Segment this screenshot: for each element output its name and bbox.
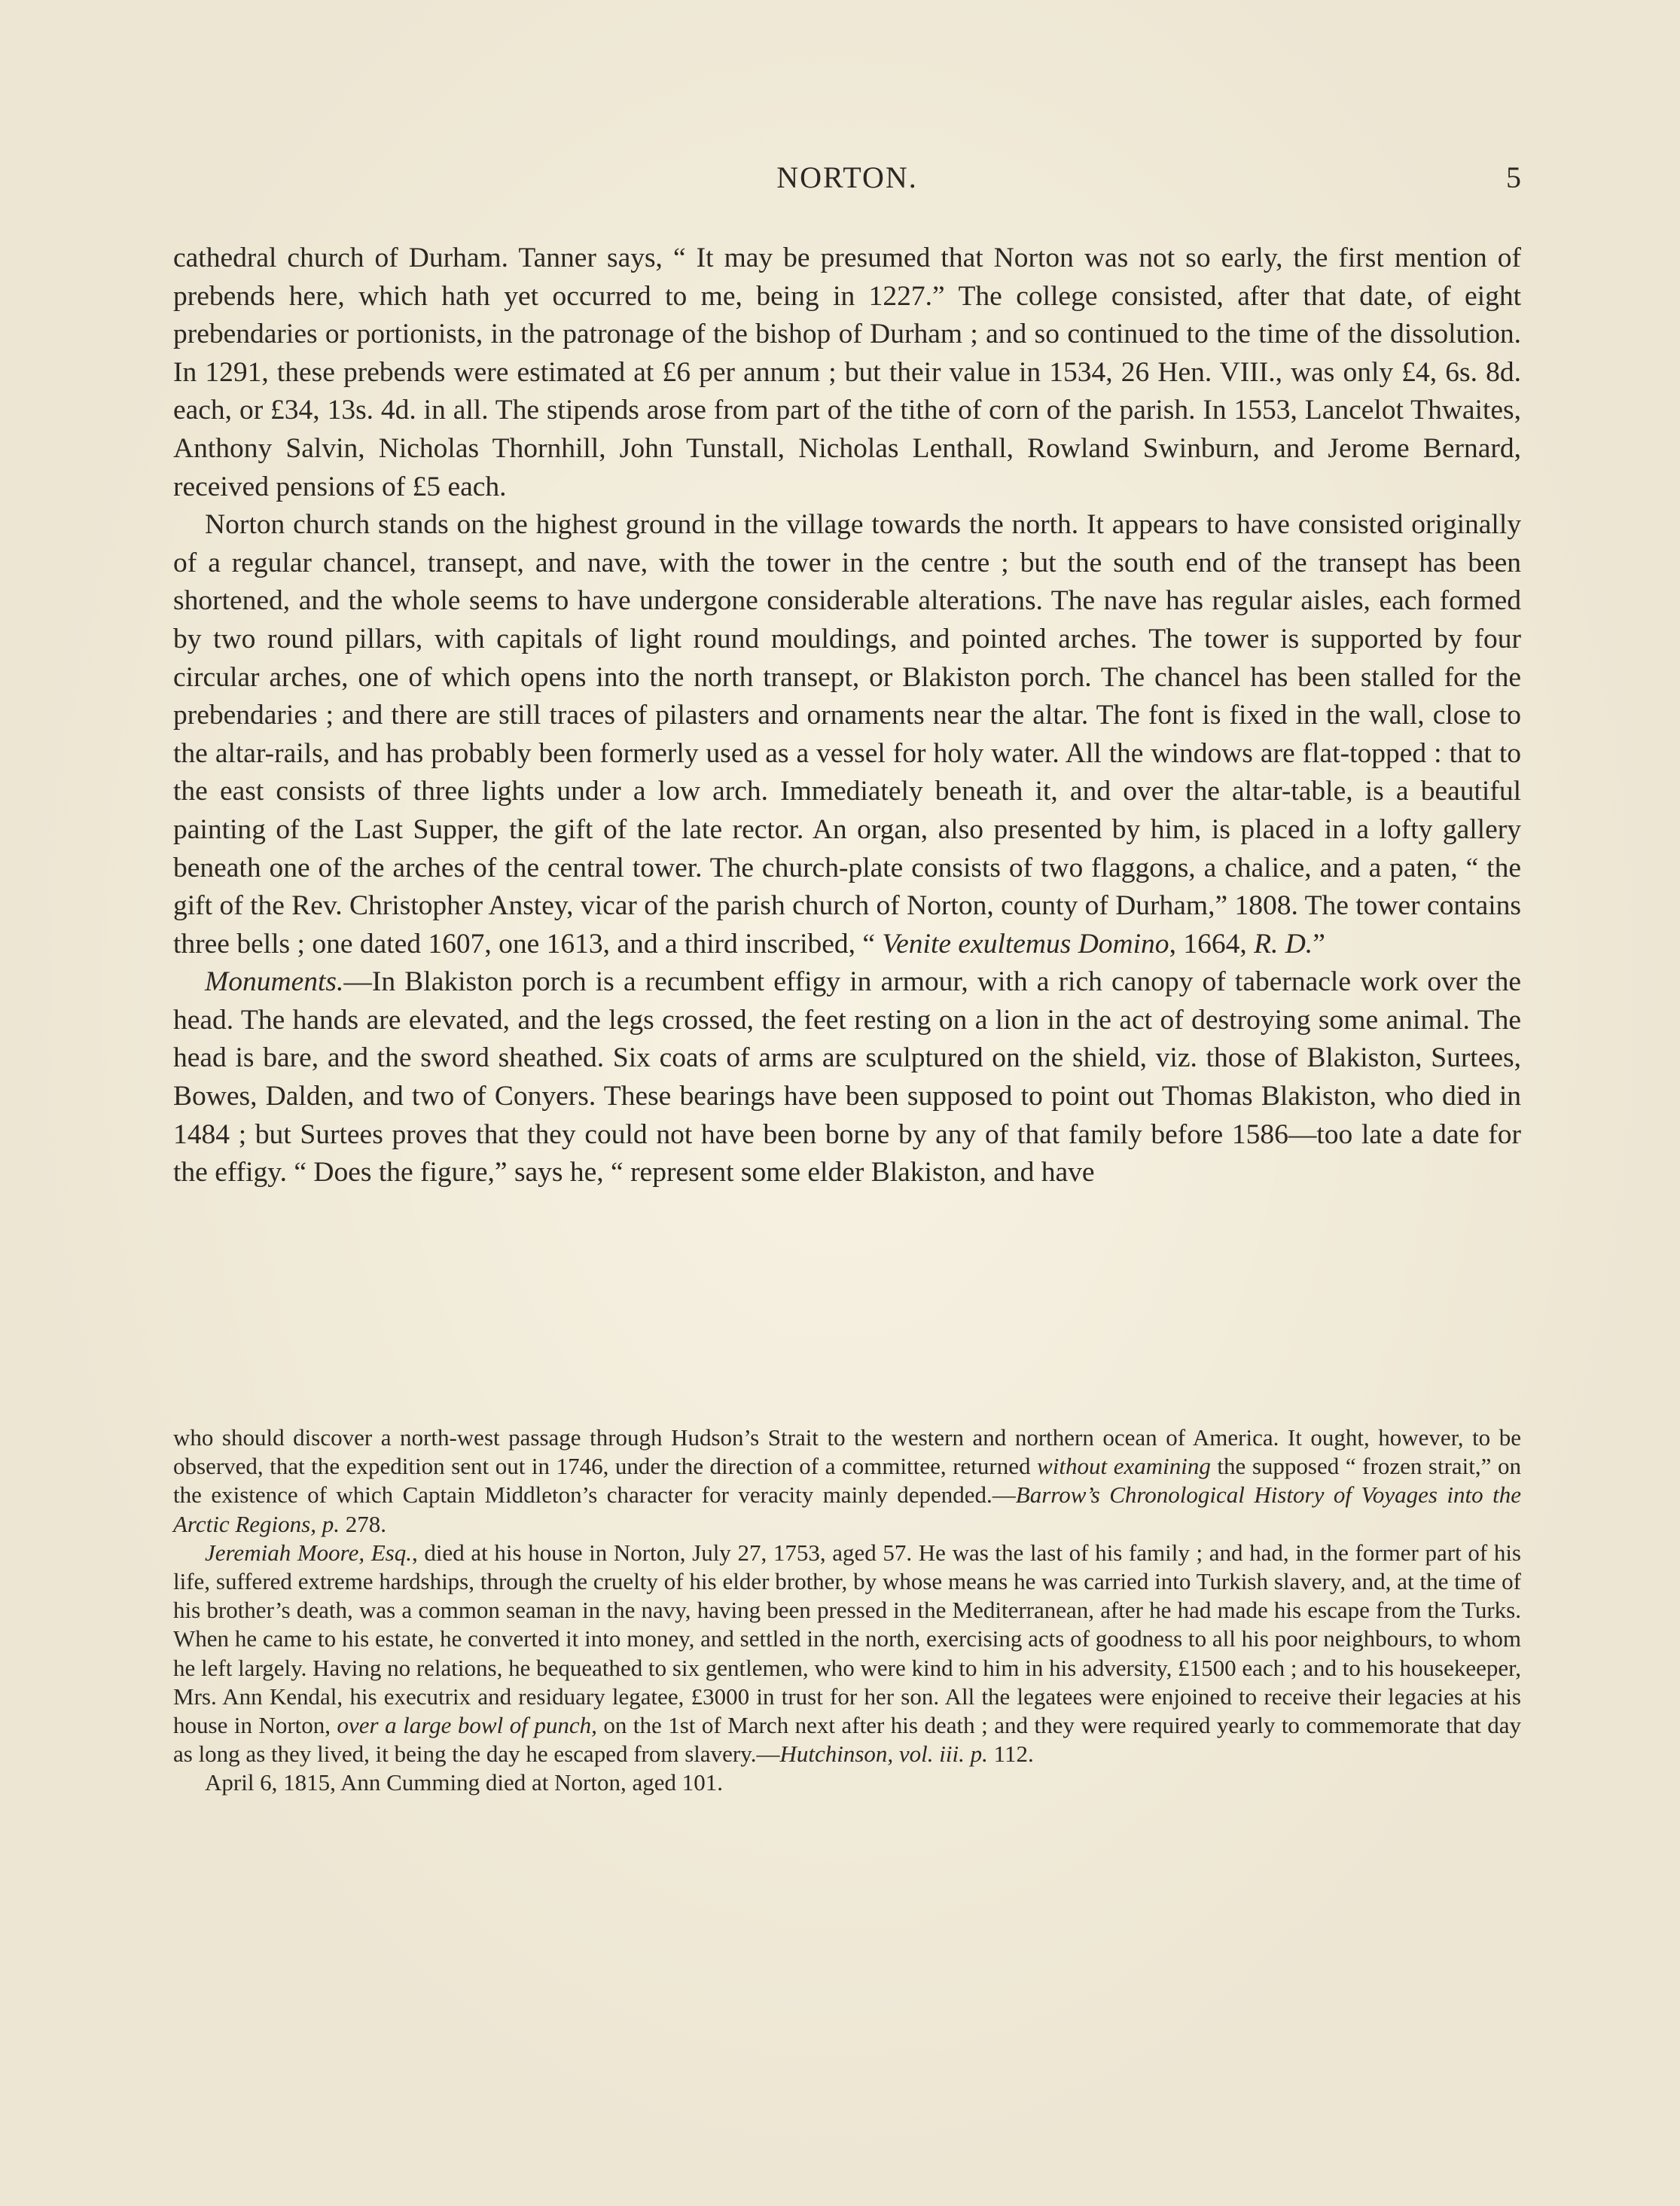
footnote-jeremiah-moore bbox=[173, 1539, 1521, 1769]
footnote-ann-cumming bbox=[173, 1768, 1521, 1797]
paragraph-college bbox=[173, 240, 1521, 506]
italic-run: over a large bowl of punch, bbox=[337, 1712, 597, 1739]
text-run: , 1664, bbox=[1169, 928, 1255, 960]
text-run: 278. bbox=[339, 1510, 386, 1537]
footnote-continuation bbox=[173, 1423, 1521, 1539]
text-run: ” bbox=[1313, 928, 1325, 960]
text-run: on the 1st of March next after his death ; and they were required yearly to commemorate that day as long as they lived, it being the day he escaped from slavery.— bbox=[173, 1712, 1521, 1768]
main-text bbox=[173, 240, 1521, 1192]
page-number: 5 bbox=[1506, 160, 1521, 194]
text-run: cathedral church of Durham. Tanner says, “ It may be presumed that Norton was not so early, the first mention of prebends here, which hath yet occurred to me, being in 1227.” The college consisted, after that date, of eight prebendaries or portionists, in the patronage of the bishop of Durham ; and so continued to the time of the dissolution. In 1291, these prebends were estimated at £6 per annum ; but their value in 1534, 26 Hen. VIII., was only £4, 6s. 8d. each, or £34, 13s. 4d. in all. The stipends arose from part of the tithe of corn of the parish. In 1553, Lancelot Thwaites, Anthony Salvin, Nicholas Thornhill, John Tunstall, Nicholas Lenthall, Rowland Swinburn, and Jerome Bernard, received pensions of £5 each. bbox=[173, 243, 1521, 502]
italic-run: without examining bbox=[1037, 1453, 1211, 1480]
page-header bbox=[173, 160, 1521, 205]
section-heading: Monuments. bbox=[205, 966, 344, 998]
text-run: April 6, 1815, Ann Cumming died at Norton, aged 101. bbox=[205, 1769, 723, 1796]
italic-run: R. D. bbox=[1254, 928, 1313, 960]
paragraph-monuments bbox=[173, 963, 1521, 1192]
footnotes bbox=[173, 1423, 1521, 1798]
text-run: 112. bbox=[987, 1741, 1034, 1768]
text-run: who should discover a north-west passage through Hudson’s Strait to the western and northern ocean of America. It ought, however, to be observed, that the expedition sent out in 1746, under the direction of a committee, returned bbox=[173, 1424, 1521, 1480]
text-run: , died at his house in Norton, July 27, 1753, aged 57. He was the last of his family ; and had, in the former part of his life, suffered extreme hardships, through the cruelty of his elder brother, by whose means he was carried into Turkish slavery, and, at the time of his brother’s death, was a common seaman in the navy, having been pressed in the Mediterranean, after he had made his escape from the Turks. When he came to his estate, he converted it into money, and settled in the north, exercising acts of goodness to all his poor neighbours, to whom he left largely. Having no relations, he bequeathed to six gentlemen, who were kind to him in his adversity, £1500 each ; and to his housekeeper, Mrs. Ann Kendal, his executrix and residuary legatee, £3000 in trust for her son. All the legatees were enjoined to receive their legacies at his house in Norton, bbox=[173, 1539, 1521, 1739]
italic-run: Barrow’s Chronological History of Voyages into the Arctic Regions, p. bbox=[173, 1481, 1521, 1537]
italic-run: Jeremiah Moore, Esq. bbox=[205, 1539, 412, 1566]
text-run: —In Blakiston porch is a recumbent effigy in armour, with a rich canopy of tabernacle work over the head. The hands are elevated, and the legs crossed, the feet resting on a lion in the act of destroying some animal. The head is bare, and the sword sheathed. Six coats of arms are sculptured on the shield, viz. those of Blakiston, Surtees, Bowes, Dalden, and two of Conyers. These bearings have been supposed to point out Thomas Blakiston, who died in 1484 ; but Surtees proves that they could not have been borne by any of that family before 1586—too late a date for the effigy. “ Does the figure,” says he, “ represent some elder Blakiston, and have bbox=[173, 966, 1521, 1188]
italic-run: Hutchinson, vol. iii. p. bbox=[779, 1741, 988, 1768]
italic-run: Venite exultemus Domino bbox=[882, 928, 1169, 960]
paragraph-church-description bbox=[173, 506, 1521, 963]
text-run: Norton church stands on the highest ground in the village towards the north. It appears to have consisted originally of a regular chancel, transept, and nave, with the tower in the centre ; but the south end of the transept has been shortened, and the whole seems to have undergone considerable alterations. The nave has regular aisles, each formed by two round pillars, with capitals of light round mouldings, and pointed arches. The tower is supported by four circular arches, one of which opens into the north transept, or Blakiston porch. The chancel has been stalled for the prebendaries ; and there are still traces of pilasters and ornaments near the altar. The font is fixed in the wall, close to the altar-rails, and has probably been formerly used as a vessel for holy water. All the windows are flat-topped : that to the east consists of three lights under a low arch. Immediately beneath it, and over the altar-table, is a beautiful painting of the Last Supper, the gift of the late rector. An organ, also presented by him, is placed in a lofty gallery beneath one of the arches of the central tower. The church-plate consists of two flaggons, a chalice, and a paten, “ the gift of the Rev. Christopher Anstey, vicar of the parish church of Norton, county of Durham,” 1808. The tower contains three bells ; one dated 1607, one 1613, and a third inscribed, “ bbox=[173, 509, 1521, 960]
text-run: the supposed “ frozen strait,” on the existence of which Captain Middleton’s character for veracity mainly depended.— bbox=[173, 1453, 1521, 1509]
running-title: NORTON. bbox=[776, 160, 918, 194]
